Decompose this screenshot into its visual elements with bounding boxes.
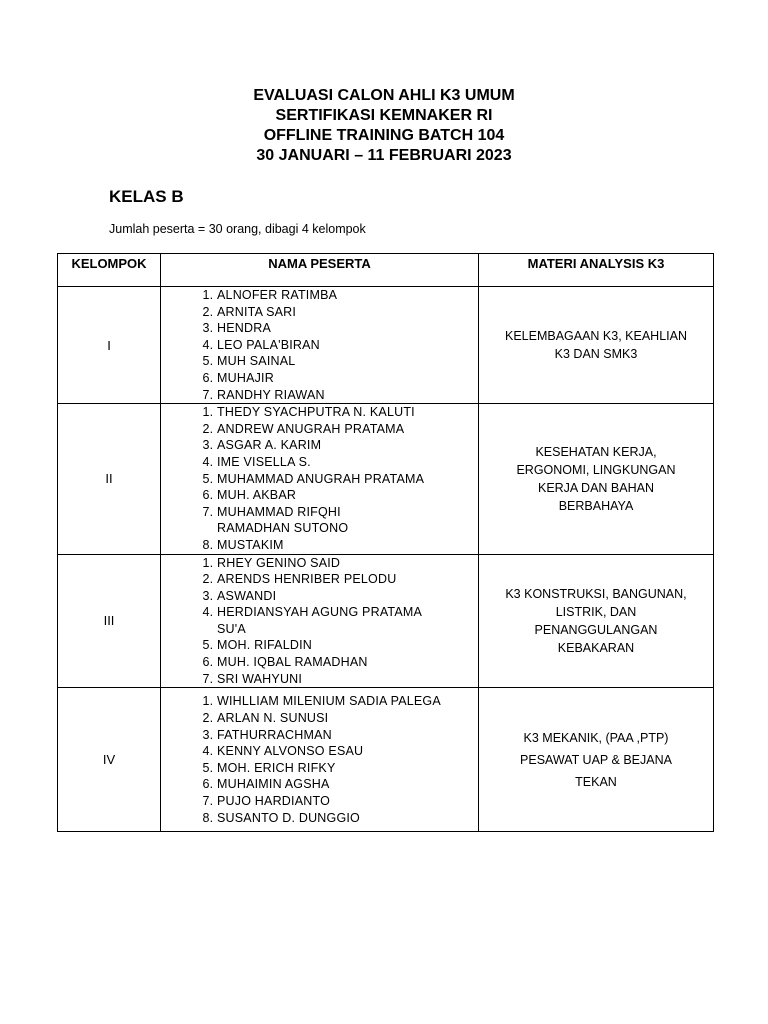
participant-name: 7. PUJO HARDIANTO (217, 793, 478, 810)
participant-list-cell (161, 554, 479, 688)
participant-name: 6. MUH. AKBAR (217, 487, 478, 504)
participant-name: 1. ALNOFER RATIMBA (217, 287, 478, 304)
table-row-group-1 (58, 287, 714, 404)
group-number: IV (58, 688, 161, 832)
participant-list (161, 287, 478, 403)
group-number: III (58, 554, 161, 688)
participant-list-cell (161, 688, 479, 832)
topic-cell (479, 287, 714, 404)
class-heading: KELAS B (109, 187, 184, 206)
participant-name: 6. MUH. IQBAL RAMADHAN (217, 654, 478, 671)
participant-name: 4. HERDIANSYAH AGUNG PRATAMA SU'A (217, 604, 478, 637)
topic-line: ERGONOMI, LINGKUNGAN (516, 462, 676, 477)
participant-name: 5. MOH. RIFALDIN (217, 637, 478, 654)
topic-line: KERJA DAN BAHAN (537, 480, 654, 495)
group-number: II (58, 404, 161, 554)
title-line-2: SERTIFIKASI KEMNAKER RI (275, 107, 493, 124)
participant-name: 5. MUH SAINAL (217, 353, 478, 370)
topic-line: TEKAN (575, 774, 617, 789)
document-title (0, 86, 768, 166)
topic-line: LISTRIK, DAN (555, 604, 637, 619)
header-nama-peserta: NAMA PESERTA (161, 254, 479, 287)
participant-name: 2. ARENDS HENRIBER PELODU (217, 571, 478, 588)
participant-name: 4. LEO PALA'BIRAN (217, 337, 478, 354)
topic-line: PESAWAT UAP & BEJANA (520, 752, 672, 767)
topic-line: K3 MEKANIK, (PAA ,PTP) (523, 730, 669, 745)
participant-list (161, 555, 478, 688)
participant-name: 1. RHEY GENINO SAID (217, 555, 478, 572)
table-row-group-4 (58, 688, 714, 832)
participant-name: 4. IME VISELLA S. (217, 454, 478, 471)
participant-name: 5. MUHAMMAD ANUGRAH PRATAMA (217, 471, 478, 488)
participant-name: 7. SRI WAHYUNI (217, 671, 478, 688)
participant-name: 1. WIHLLIAM MILENIUM SADIA PALEGA (217, 693, 478, 710)
topic-cell (479, 688, 714, 832)
topic-line: PENANGGULANGAN (534, 622, 658, 637)
topic-line: BERBAHAYA (558, 498, 634, 513)
participant-note: Jumlah peserta = 30 orang, dibagi 4 kelompok (109, 222, 366, 236)
topic-cell (479, 554, 714, 688)
participant-name: 3. ASWANDI (217, 588, 478, 605)
participant-name: 1. THEDY SYACHPUTRA N. KALUTI (217, 404, 478, 421)
participant-list (161, 404, 478, 553)
groups-table (57, 253, 714, 832)
participant-name: 6. MUHAJIR (217, 370, 478, 387)
participant-name: 3. ASGAR A. KARIM (217, 437, 478, 454)
topic-line: KESEHATAN KERJA, (535, 444, 657, 459)
participant-list (161, 693, 478, 826)
topic-line: KELEMBAGAAN K3, KEAHLIAN (504, 329, 687, 344)
participant-name: 6. MUHAIMIN AGSHA (217, 776, 478, 793)
header-materi: MATERI ANALYSIS K3 (479, 254, 714, 287)
participant-list-cell (161, 404, 479, 554)
participant-name: 2. ARNITA SARI (217, 304, 478, 321)
table-header-row (58, 254, 714, 287)
table-row-group-3 (58, 554, 714, 688)
title-line-3: OFFLINE TRAINING BATCH 104 (263, 127, 505, 144)
participant-name: 2. ANDREW ANUGRAH PRATAMA (217, 421, 478, 438)
participant-name: 8. SUSANTO D. DUNGGIO (217, 810, 478, 827)
participant-name: 4. KENNY ALVONSO ESAU (217, 743, 478, 760)
participant-name: 5. MOH. ERICH RIFKY (217, 760, 478, 777)
topic-line: KEBAKARAN (557, 640, 635, 655)
participant-list-cell (161, 287, 479, 404)
participant-name: 8. MUSTAKIM (217, 537, 478, 554)
table-row-group-2 (58, 404, 714, 554)
title-line-4: 30 JANUARI – 11 FEBRUARI 2023 (256, 147, 512, 164)
participant-name: 7. MUHAMMAD RIFQHI RAMADHAN SUTONO (217, 504, 478, 537)
group-number: I (58, 287, 161, 404)
participant-name: 3. HENDRA (217, 320, 478, 337)
participant-name: 2. ARLAN N. SUNUSI (217, 710, 478, 727)
topic-line: K3 DAN SMK3 (554, 347, 638, 362)
topic-cell (479, 404, 714, 554)
title-line-1: EVALUASI CALON AHLI K3 UMUM (253, 87, 515, 104)
header-kelompok: KELOMPOK (58, 254, 161, 287)
participant-name: 7. RANDHY RIAWAN (217, 387, 478, 404)
topic-line: K3 KONSTRUKSI, BANGUNAN, (505, 586, 687, 601)
participant-name: 3. FATHURRACHMAN (217, 727, 478, 744)
